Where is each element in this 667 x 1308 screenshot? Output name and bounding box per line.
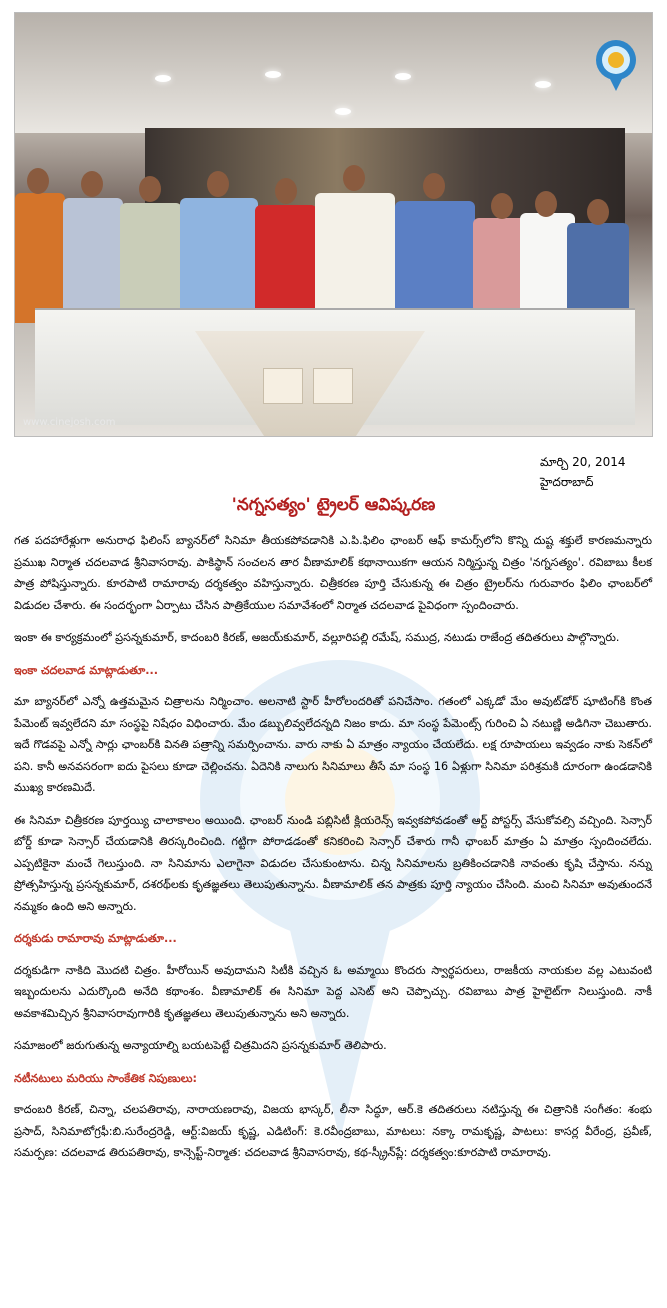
- article-paragraph: గత పదహారేళ్లుగా అనురాధ ఫిలింస్ బ్యానర్‌లో సినిమా తీయకపోవడానికి ఎ.పి.ఫిలిం ఛాంబర్ ఆఫ్ కామర్స్‌లోని కొన్ని దుష్ట శక్తులే కారణమన్నారు ప్రముఖ నిర్మాత చదలవాడ శ్రీనివాసరావు. పాకిస్థాన్ సంచలన తార వీణామాలిక్ కథానాయికగా ఆయన నిర్మిస్తున్న చిత్రం 'నగ్నసత్యం'. రవిబాబు కీలక పాత్ర పోషిస్తున్నారు. కూరపాటి రామారావు దర్శకత్వం వహిస్తున్నారు. చిత్రీకరణ పూర్తి చేసుకున్న ఈ చిత్రం ట్రైలర్‌ను గురువారం ఫిలిం ఛాంబర్‌లో విడుదల చేశారు. ఈ సందర్భంగా ఏర్పాటు చేసిన పాత్రికేయుల సమావేశంలో నిర్మాత చదలవాడ పైవిధంగా స్పందించారు.: [14, 534, 652, 612]
- cinejosh-logo-icon: [589, 33, 643, 93]
- person-head: [535, 191, 557, 217]
- ceiling-light: [395, 73, 411, 80]
- person-head: [81, 171, 103, 197]
- photo-watermark: www.cinejosh.com: [23, 417, 116, 428]
- ceiling-light: [335, 108, 351, 115]
- person-head: [587, 199, 609, 225]
- article-paragraph: మా బ్యానర్‌లో ఎన్నో ఉత్తమమైన చిత్రాలను నిర్మించాం. అలనాటి స్టార్ హీరోలందరితో పనిచేసాం. గతంలో ఎక్కడో మేం అవుట్‌డోర్ షూటింగ్‌కి కొంత పేమెంట్ ఇవ్వలేదని మా సంస్థపై నిషేధం విధించారు. మేం డబ్బులివ్వలేదన్నది నిజం కాదు. మా సంస్థ పేమెంట్స్ గురించి ఏ నటుణ్ణి అడిగినా చెబుతారు. ఇదే గొడవపై ఎన్నో సార్లు ఛాంబర్‌కి వినతి పత్రాన్ని సమర్పించాను. వారు నాకు ఏ మాత్రం న్యాయం చేయలేదు. లక్ష రూపాయలు ఇవ్వడం నాకు సెకన్‌లో పని. కానీ అనవసరంగా ఐదు పైసలు కూడా చెల్లించను. ఏదెనికి నాలుగు సినిమాలు తీసే మా సంస్థ 16 ఏళ్లుగా సినిమా పరిశ్రమకి దూరంగా ఉండడానికి ముఖ్య కారణమిదే.: [14, 695, 652, 794]
- person-head: [275, 178, 297, 204]
- person-head: [343, 165, 365, 191]
- ceiling-light: [535, 81, 551, 88]
- article-place: హైదరాబాద్: [540, 475, 594, 489]
- person-head: [491, 193, 513, 219]
- person-head: [27, 168, 49, 194]
- person: [120, 203, 182, 323]
- person: [315, 193, 395, 323]
- section-heading: ఇంకా చదలవాడ మాట్లాడుతూ...: [14, 663, 158, 677]
- section-heading: దర్శకుడు రామారావు మాట్లాడుతూ...: [14, 932, 177, 945]
- person-head: [139, 176, 161, 202]
- desk-panel: [313, 368, 353, 404]
- person: [255, 205, 317, 323]
- person-head: [423, 173, 445, 199]
- person: [395, 201, 475, 323]
- article-paragraph: సమాజంలో జరుగుతున్న అన్యాయాల్ని బయటపెట్టే చిత్రమిదని ప్రసన్నకుమార్ తెలిపారు.: [14, 1039, 387, 1052]
- article-title: 'నగ్నసత్యం' ట్రైలర్ ఆవిష్కరణ: [231, 495, 436, 515]
- person: [180, 198, 258, 323]
- credits-paragraph: కాదంబరి కిరణ్, చిన్నా, చలపతిరావు, నారాయణరావు, విజయ భాస్కర్, లీనా సిద్ధూ, ఆర్.కె తదితరులు నటిస్తున్న ఈ చిత్రానికి సంగీతం: శంభు ప్రసాద్, సినిమాటోగ్రఫీ:బి.సురేంద్రరెడ్డి, ఆర్ట్:విజయ్ కృష్ణ, ఎడిటింగ్: కె.రవీంద్రబాబు, మాటలు: నక్కా రామకృష్ణ, పాటలు: కాసర్ల వీరేంద్ర, ప్రవీణ్, సమర్పణ: చదలవాడ తిరుపతిరావు, కాన్సెప్ట్-నిర్మాత: చదలవాడ శ్రీనివాసరావు, కథ-స్క్రీన్‌ప్లే: దర్శకత్వం:కూరపాటి రామారావు.: [14, 1103, 652, 1159]
- person: [15, 193, 65, 323]
- desk-panel: [263, 368, 303, 404]
- press-meet-photo: [14, 12, 653, 437]
- article-paragraph: దర్శకుడిగా నాకిది మొదటి చిత్రం. హీరోయిన్ అవుదామని సిటీకి వచ్చిన ఓ అమ్మాయి కొందరు స్వార్థపరులు, రాజకీయ నాయకుల వల్ల ఎటువంటి ఇబ్బందులను ఎదుర్కొంది అనేది కథాంశం. వీణామాలిక్ ఈ సినిమా పెద్ద ఎసెట్ అని చెప్పొచ్చు. రవిబాబు పాత్ర హైలైట్‌గా నిలుస్తుంది. నాకీ అవకాశమిచ్చిన శ్రీనివాసరావుగారికి కృతజ్ఞతలు తెలుపుతున్నాను అని అన్నారు.: [14, 963, 652, 1020]
- dateline: [540, 452, 655, 492]
- ceiling-light: [155, 75, 171, 82]
- person-head: [207, 171, 229, 197]
- person: [63, 198, 123, 323]
- article-date: మార్చి 20, 2014: [540, 455, 626, 469]
- article-paragraph: ఇంకా ఈ కార్యక్రమంలో ప్రసన్నకుమార్, కాదంబరి కిరణ్, అజయ్‌కుమార్, వల్లూరిపల్లి రమేష్, సముద్ర, నటుడు రాజేంద్ర తదితరులు పాల్గొన్నారు.: [14, 631, 620, 644]
- article-paragraph: ఈ సినిమా చిత్రీకరణ పూర్తయ్యి చాలాకాలం అయింది. ఛాంబర్ నుండి పబ్లిసిటీ క్లియరెన్స్ ఇవ్వకపోవడంతో ఆర్ట్ పోస్టర్స్ వేసుకోవల్సి వచ్చింది. సెన్సార్ బోర్డ్ కూడా సెన్సార్ చేయడానికి తిరస్కరించింది. గట్టిగా పోరాడడంతో కనికరించి సెన్సార్ చేశారు గానీ ఛాంబర్ మాత్రం ఏ మాత్రం స్పందించలేదు. ఎప్పటికైనా మంచే గెలుస్తుంది. నా సినిమాను ఎలాగైనా విడుదల చేసుకుంటాను. చిన్న సినిమాలను బ్రతికించడానికి నావంతు కృషి చేస్తాను. నన్ను ప్రోత్సహిస్తున్న ప్రసన్నకుమార్, దశరథ్‌లకు కృతజ్ఞతలు తెలుపుతున్నాను. వీణామాలిక్ తన పాత్రకు పూర్తి న్యాయం చేసింది. మంచి సినిమా అవుతుందనే నమ్మకం ఉంది అని అన్నారు.: [14, 813, 652, 913]
- section-heading: నటీనటులు మరియు సాంకేతిక నిపుణులు:: [14, 1071, 197, 1085]
- article-body: [14, 530, 652, 1175]
- ceiling-light: [265, 71, 281, 78]
- ceiling: [15, 13, 652, 133]
